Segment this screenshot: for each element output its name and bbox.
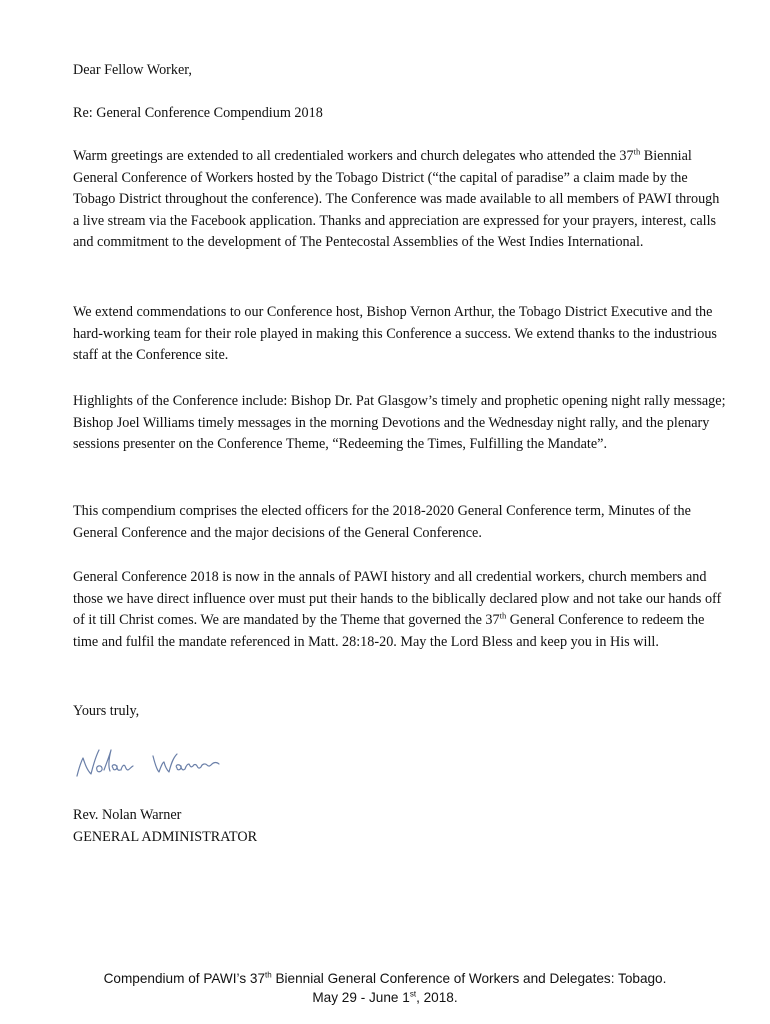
- handwritten-signature: [73, 742, 253, 792]
- subject-line: Re: General Conference Compendium 2018: [73, 105, 323, 121]
- paragraph-closing-text-b: General Conference to redeem the time and fulfil the mandate referenced in Matt. 28:18-20. May the Lord Bless and keep you in His will.: [73, 612, 705, 650]
- footer-text-a: Compendium of PAWI’s 37: [103, 971, 266, 986]
- signer-name: Rev. Nolan Warner: [73, 807, 182, 823]
- paragraph-closing-text-a: General Conference 2018 is now in the annals of PAWI history and all credential workers, church members and those we have direct influence over must put their hands to the biblically declared plow and not take our hands off of it till Christ comes. We are mandated by the Theme that governed the 37: [73, 569, 722, 628]
- paragraph-greetings-text-b: Biennial General Conference of Workers hosted by the Tobago District (“the capital of paradise” a claim made by the Tobago District throughout the conference). The Conference was made available to all members of PAWI through a live stream via the Facebook application. Thanks and appreciation are expressed for your prayers, interest, calls and commitment to the development of The Pentecostal Assemblies of the West Indies International.: [73, 148, 720, 250]
- ordinal-suffix: th: [265, 970, 272, 980]
- paragraph-greetings-text-a: Warm greetings are extended to all credentialed workers and church delegates who attended the 37: [73, 148, 634, 164]
- footer-line-1: [0, 969, 770, 988]
- page-footer: [0, 969, 770, 1007]
- footer-date-b: , 2018.: [416, 990, 458, 1005]
- paragraph-commendations: We extend commendations to our Conference host, Bishop Vernon Arthur, the Tobago District Executive and the hard-working team for their role played in making this Conference a success. We extend thanks to the industrious staff at the Conference site.: [73, 304, 717, 363]
- salutation: Dear Fellow Worker,: [73, 62, 192, 78]
- footer-line-2: [0, 988, 770, 1007]
- paragraph-highlights: Highlights of the Conference include: Bishop Dr. Pat Glasgow’s timely and prophetic opening night rally message; Bishop Joel Williams timely messages in the morning Devotions and the Wednesday night rally, and the plenary sessions presenter on the Conference Theme, “Redeeming the Times, Fulfilling the Mandate”.: [73, 393, 726, 452]
- ordinal-suffix: th: [499, 610, 507, 621]
- signer-title: GENERAL ADMINISTRATOR: [73, 829, 258, 845]
- ordinal-suffix: st: [409, 989, 417, 999]
- ordinal-suffix: th: [633, 146, 641, 157]
- footer-date-a: May 29 - June 1: [312, 990, 410, 1005]
- paragraph-compendium: This compendium comprises the elected officers for the 2018-2020 General Conference term, Minutes of the General Conference and the major decisions of the General Conference.: [73, 503, 691, 541]
- closing-phrase: Yours truly,: [73, 703, 140, 719]
- footer-text-b: Biennial General Conference of Workers and Delegates: Tobago.: [271, 971, 667, 986]
- paragraph-closing-remarks: [73, 567, 728, 653]
- paragraph-greetings: [73, 146, 728, 254]
